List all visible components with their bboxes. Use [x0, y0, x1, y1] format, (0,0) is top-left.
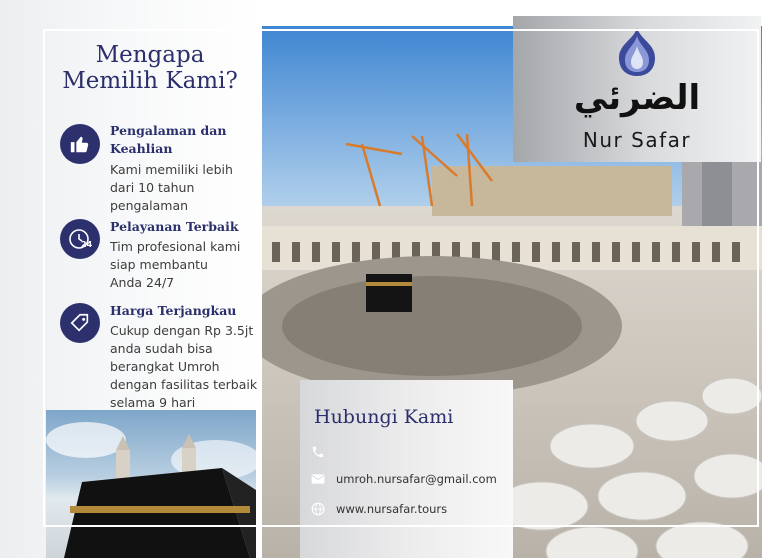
clock-24-icon [60, 219, 100, 259]
kaaba-photo [46, 410, 256, 558]
phone-row[interactable] [310, 444, 336, 460]
logo-panel [513, 16, 761, 162]
contact-title: Hubungi Kami [314, 406, 454, 428]
globe-icon [310, 501, 326, 517]
feature-description: Tim profesional kami siap membantu Anda 24/7 [110, 239, 241, 290]
thumbs-up-icon [60, 124, 100, 164]
flame-logo-icon [611, 26, 663, 78]
contact-panel [300, 380, 513, 558]
website-url: www.nursafar.tours [336, 502, 448, 516]
feature-title: Pengalaman dan Keahlian [110, 123, 227, 156]
feature-title: Harga Terjangkau [110, 303, 237, 318]
logo-arabic-text: الضرئي [573, 78, 701, 118]
section-title-line-1: Mengapa [95, 42, 205, 68]
svg-text:24: 24 [81, 240, 93, 249]
section-title [50, 42, 250, 94]
email-icon [310, 471, 326, 487]
section-title-line-2: Memilih Kami? [62, 68, 238, 94]
feature-description: Cukup dengan Rp 3.5jt anda sudah bisa berangkat Umroh dengan fasilitas terbaik selama 9 hari [110, 323, 258, 410]
phone-icon [310, 444, 326, 460]
website-row[interactable] [310, 501, 447, 517]
email-row[interactable] [310, 471, 497, 487]
email-address: umroh.nursafar@gmail.com [336, 472, 497, 486]
price-tag-icon [60, 303, 100, 343]
feature-description: Kami memiliki lebih dari 10 tahun pengalaman [110, 162, 233, 213]
feature-title: Pelayanan Terbaik [110, 219, 239, 234]
logo-brand-name: Nur Safar [582, 128, 692, 152]
